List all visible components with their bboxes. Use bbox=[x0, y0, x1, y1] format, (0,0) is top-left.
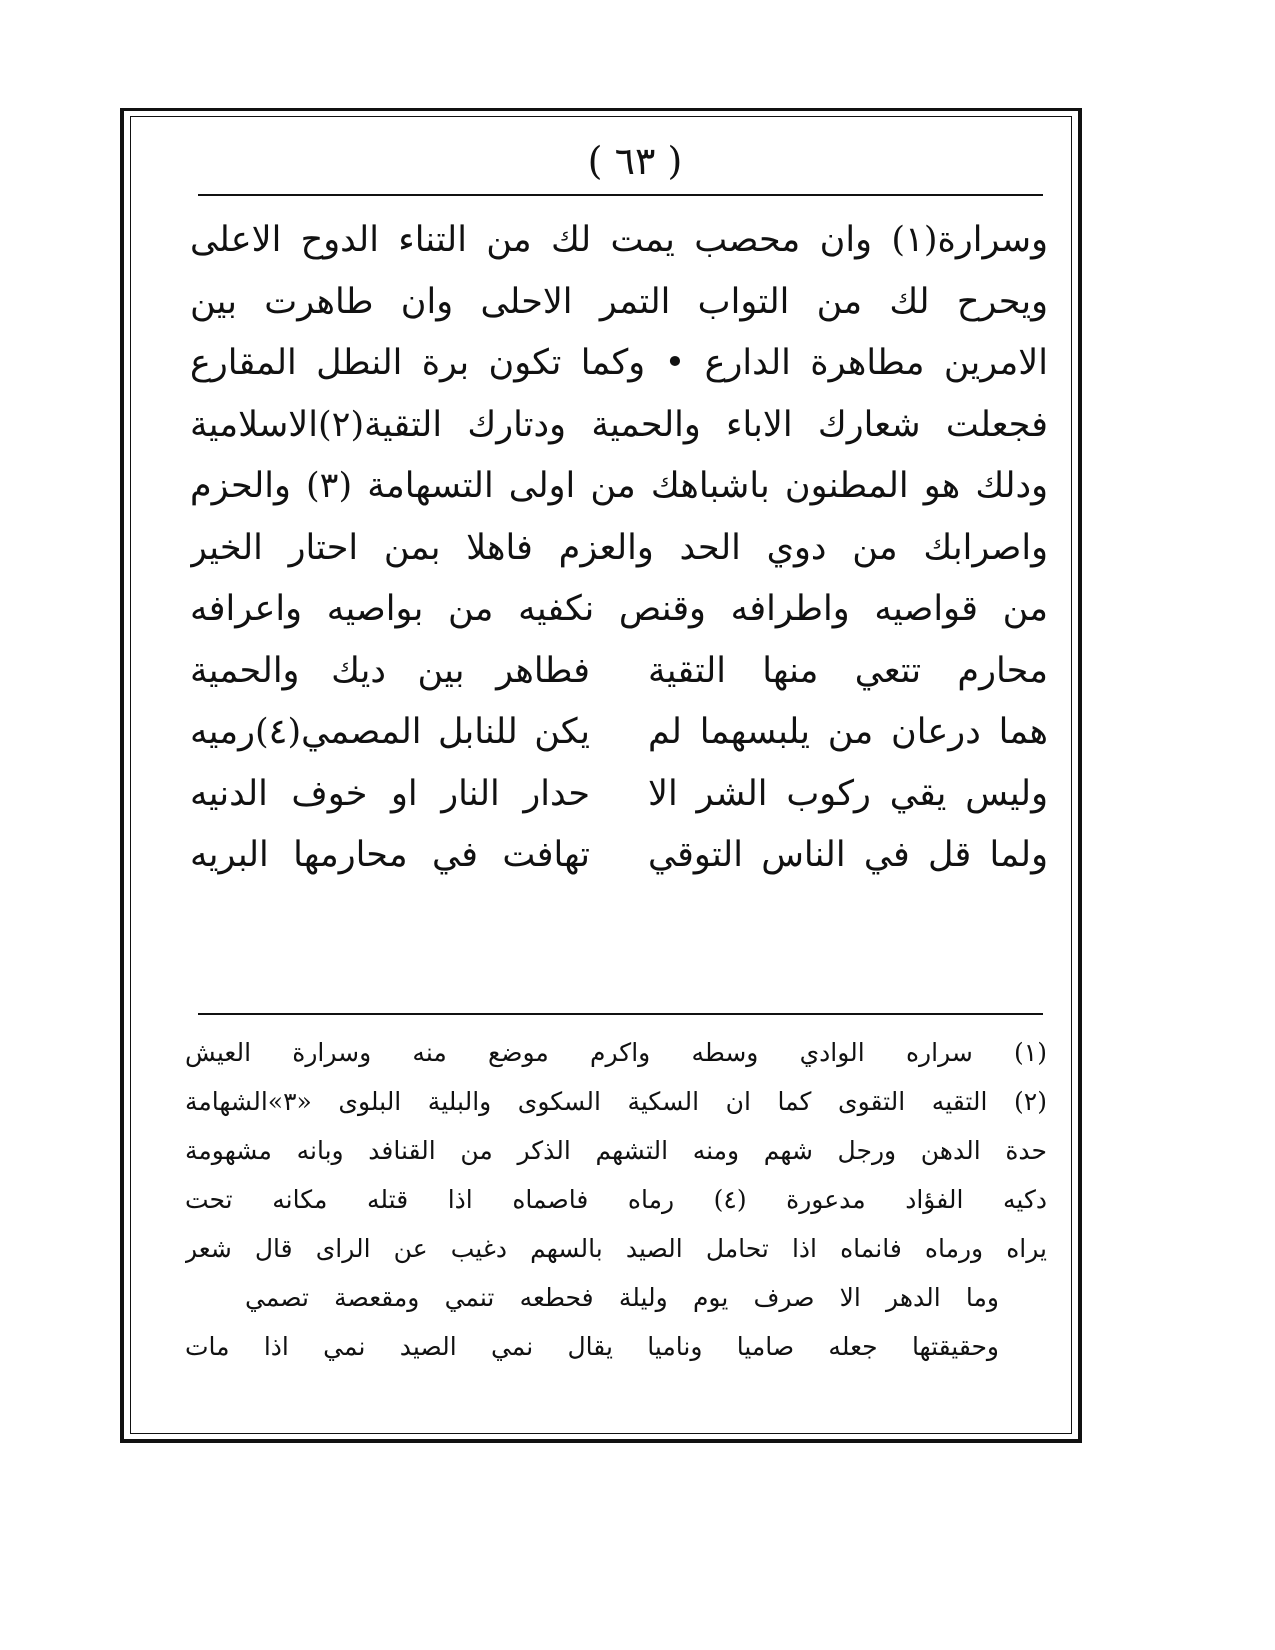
text-line: وسرارة(١) وان محصب يمت لك من التناء الدوح الاعلى bbox=[190, 220, 1048, 260]
verse-line bbox=[190, 641, 1048, 703]
text-line: واصرابك من دوي الحد والعزم فاهلا بمن احتار الخير bbox=[190, 527, 1048, 568]
verse-right-hemistich: محارم تتعي منها التقية bbox=[648, 650, 1048, 691]
verse-line bbox=[190, 702, 1048, 764]
footnote-line: حدة الدهن ورجل شهم ومنه التشهم الذكر من القنافد وبانه مشهومة bbox=[185, 1136, 1047, 1165]
verse-line bbox=[190, 764, 1048, 826]
verse-left-hemistich: فطاهر بين ديك والحمية bbox=[190, 650, 590, 691]
text-line: ويحرح لك من التواب التمر الاحلى وان طاهرت بين bbox=[190, 281, 1048, 322]
footnote-line: يراه ورماه فانماه اذا تحامل الصيد بالسهم دغيب عن الراى قال شعر bbox=[185, 1234, 1047, 1263]
verse-line bbox=[190, 825, 1048, 887]
verse-left-hemistich: حدار النار او خوف الدنيه bbox=[190, 773, 590, 814]
footnote-verse-line: وما الدهر الا صرف يوم وليلة فحطعه تنمي ومقعصة تصمي bbox=[245, 1283, 999, 1312]
verse-right-hemistich: ولما قل في الناس التوقي bbox=[648, 835, 1048, 875]
text-line: ودلك هو المطنون باشباهك من اولى التسهامة (٣) والحزم bbox=[190, 466, 1048, 506]
footnotes-block bbox=[185, 1028, 1047, 1371]
verse-right-hemistich: وليس يقي ركوب الشر الا bbox=[648, 773, 1048, 814]
text-line: فجعلت شعارك الاباء والحمية ودتارك التقية(٢)الاسلامية bbox=[190, 404, 1048, 445]
verse-left-hemistich: يكن للنابل المصمي(٤)رميه bbox=[190, 712, 590, 752]
footnote-line: دكيه الفؤاد مدعورة (٤) رماه فاصماه اذا قتله مكانه تحت bbox=[185, 1185, 1047, 1214]
verse-left-hemistich: تهافت في محارمها البريه bbox=[190, 835, 590, 875]
text-line: الامرين مطاهرة الدارع • وكما تكون برة النطل المقارع bbox=[190, 343, 1048, 383]
main-text-block bbox=[190, 210, 1048, 887]
footnote-line: وحقيقتها جعله صاميا وناميا يقال نمي الصيد نمي اذا مات bbox=[185, 1332, 999, 1361]
header-rule bbox=[198, 194, 1043, 196]
footnote-line: (٢) التقيه التقوى كما ان السكية السكوى والبلية البلوى «٣»الشهامة bbox=[185, 1087, 1047, 1116]
text-line: من قواصيه واطرافه وقنص نكفيه من بواصيه واعرافه bbox=[190, 589, 1048, 629]
footnote-line: (١) سراره الوادي وسطه واكرم موضع منه وسرارة العيش bbox=[185, 1038, 1047, 1067]
verse-right-hemistich: هما درعان من يلبسهما لم bbox=[648, 712, 1048, 752]
footnote-rule bbox=[198, 1013, 1043, 1015]
page-number: ( ٦٣ ) bbox=[587, 139, 683, 183]
